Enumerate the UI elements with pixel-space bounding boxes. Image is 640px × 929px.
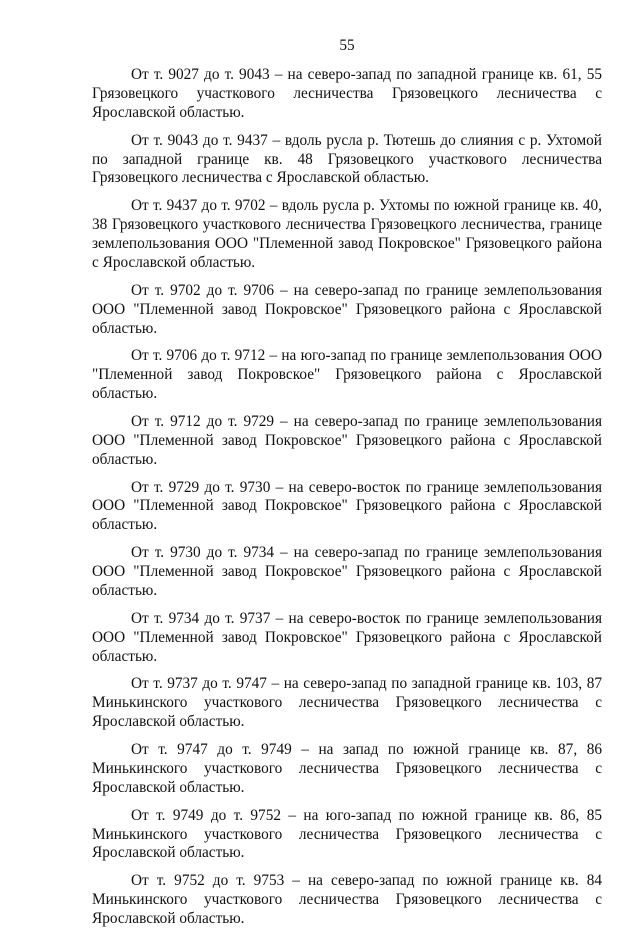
boundary-paragraph: От т. 9027 до т. 9043 – на северо-запад по западной границе кв. 61, 55 Грязовецкого участкового лесничества Грязовецкого лесничества с Ярославской областью. — [92, 66, 602, 121]
boundary-paragraph: От т. 9749 до т. 9752 – на юго-запад по южной границе кв. 86, 85 Минькинского участкового лесничества Грязовецкого лесничества с Ярославской областью. — [92, 806, 602, 862]
boundary-paragraph: От т. 9702 до т. 9706 – на северо-запад по границе землепользования ООО "Племенной завод Покровское" Грязовецкого района с Ярославской областью. — [92, 281, 602, 337]
boundary-paragraph: От т. 9706 до т. 9712 – на юго-запад по границе землепользования ООО "Племенной завод Покровское" Грязовецкого района с Ярославской областью. — [92, 347, 602, 403]
boundary-description — [92, 66, 602, 929]
boundary-paragraph: От т. 9437 до т. 9702 – вдоль русла р. Ухтомы по южной границе кв. 40, 38 Грязовецкого участкового лесничества Грязовецкого лесничества, границе землепользования ООО "Племенной завод Покровское" Грязовецкого района с Ярославской областью. — [92, 197, 602, 271]
boundary-paragraph: От т. 9747 до т. 9749 – на запад по южной границе кв. 87, 86 Минькинского участкового лесничества Грязовецкого лесничества с Ярославской областью. — [92, 741, 602, 796]
boundary-paragraph: От т. 9712 до т. 9729 – на северо-запад по границе землепользования ООО "Племенной завод Покровское" Грязовецкого района с Ярославской областью. — [92, 412, 602, 468]
boundary-paragraph: От т. 9730 до т. 9734 – на северо-запад по границе землепользования ООО "Племенной завод Покровское" Грязовецкого района с Ярославской областью. — [92, 544, 602, 599]
boundary-paragraph: От т. 9043 до т. 9437 – вдоль русла р. Тютешь до слияния с р. Ухтомой по западной границе кв. 48 Грязовецкого участкового лесничества Грязовецкого лесничества с Ярославской областью. — [92, 131, 602, 187]
boundary-paragraph: От т. 9752 до т. 9753 – на северо-запад по южной границе кв. 84 Минькинского участкового лесничества Грязовецкого лесничества с Ярославской областью. — [92, 872, 602, 928]
boundary-paragraph: От т. 9729 до т. 9730 – на северо-восток по границе землепользования ООО "Племенной завод Покровское" Грязовецкого района с Ярославской областью. — [92, 478, 602, 534]
boundary-paragraph: От т. 9734 до т. 9737 – на северо-восток по границе землепользования ООО "Племенной завод Покровское" Грязовецкого района с Ярославской областью. — [92, 609, 602, 665]
boundary-paragraph: От т. 9737 до т. 9747 – на северо-запад по западной границе кв. 103, 87 Минькинского участкового лесничества Грязовецкого лесничества с Ярославской областью. — [92, 675, 602, 731]
page-number: 55 — [339, 37, 355, 54]
